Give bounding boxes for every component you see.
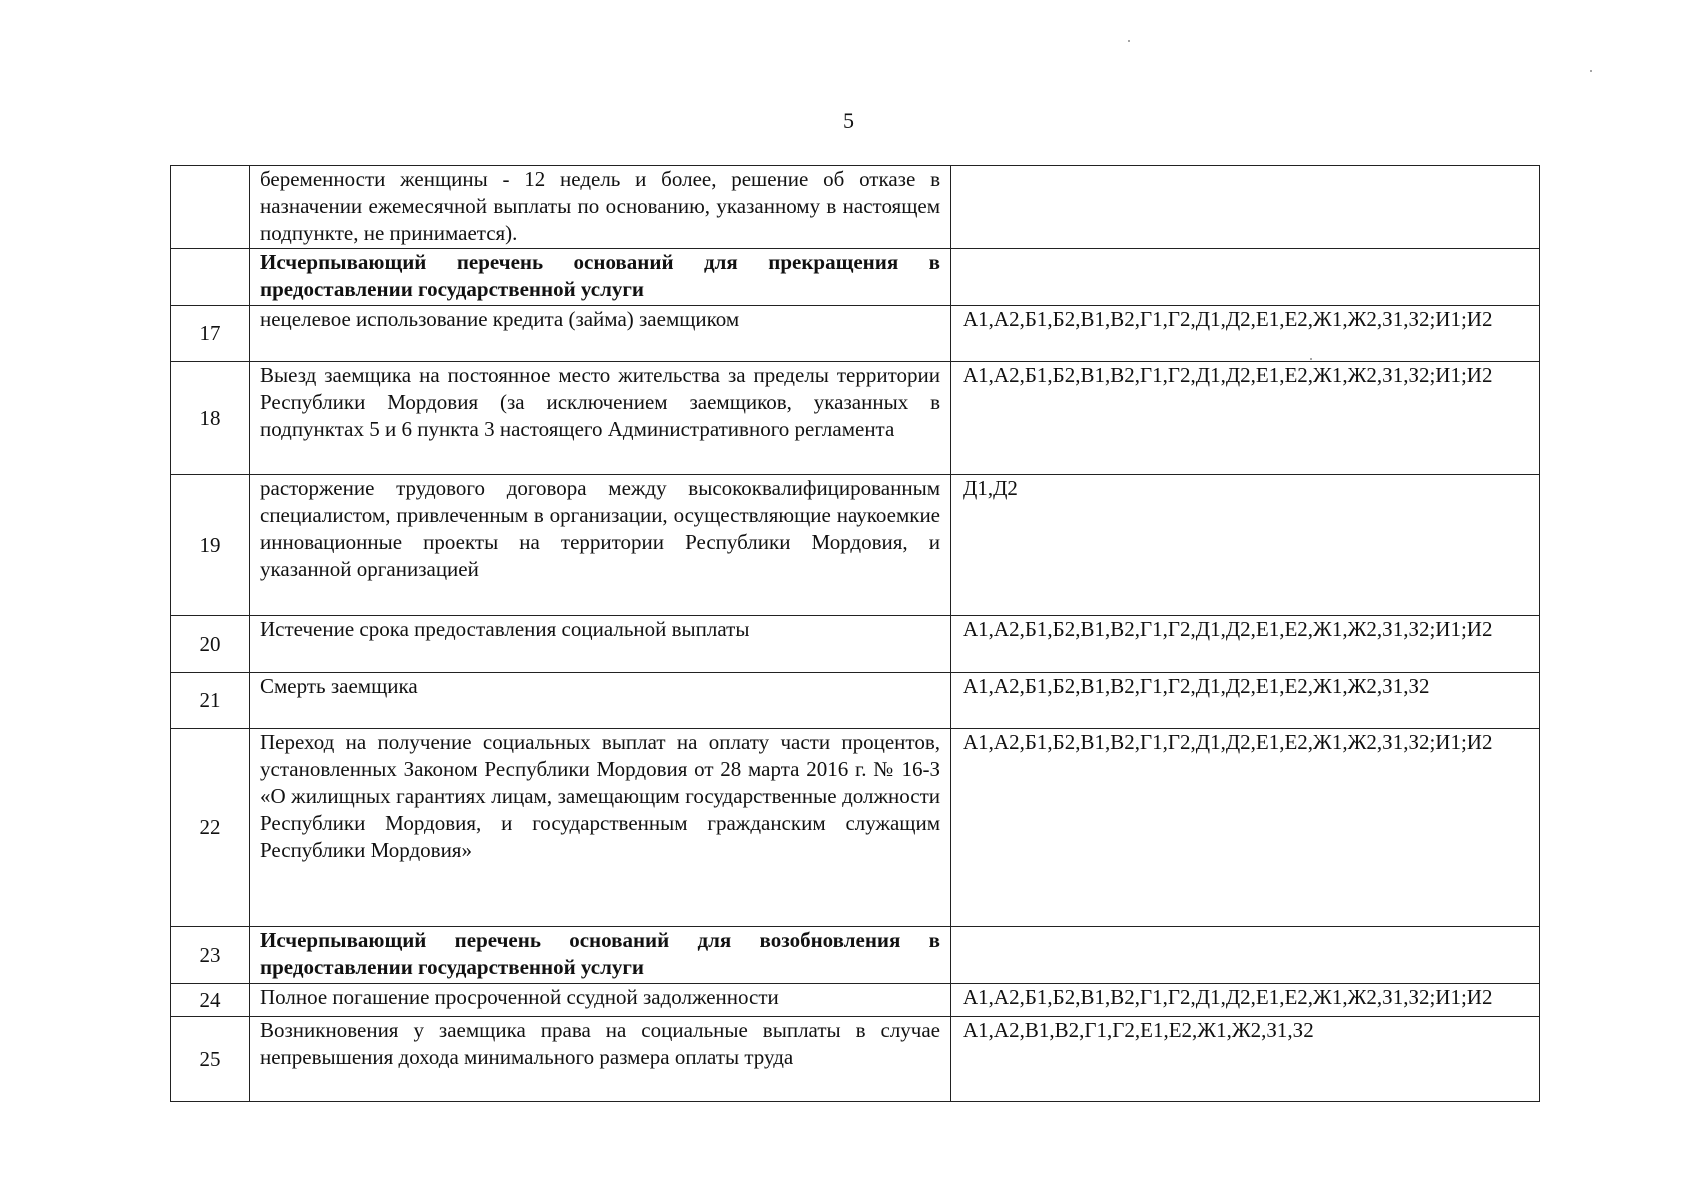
row-number: 21	[171, 673, 250, 729]
table-row	[171, 166, 1540, 249]
table-row	[171, 306, 1540, 362]
row-codes: А1,А2,Б1,Б2,В1,В2,Г1,Г2,Д1,Д2,Е1,Е2,Ж1,Ж2,З1,З2;И1;И2	[951, 984, 1540, 1017]
table-row	[171, 362, 1540, 475]
row-codes: А1,А2,Б1,Б2,В1,В2,Г1,Г2,Д1,Д2,Е1,Е2,Ж1,Ж2,З1,З2	[951, 673, 1540, 729]
row-codes: Д1,Д2	[951, 475, 1540, 616]
row-number	[171, 249, 250, 306]
row-number: 22	[171, 729, 250, 927]
row-number: 17	[171, 306, 250, 362]
row-number: 18	[171, 362, 250, 475]
row-number	[171, 166, 250, 249]
row-number: 24	[171, 984, 250, 1017]
row-number: 20	[171, 616, 250, 673]
row-codes	[951, 927, 1540, 984]
row-number: 19	[171, 475, 250, 616]
grounds-table	[170, 165, 1540, 1102]
row-codes	[951, 166, 1540, 249]
row-codes: А1,А2,Б1,Б2,В1,В2,Г1,Г2,Д1,Д2,Е1,Е2,Ж1,Ж2,З1,З2;И1;И2	[951, 729, 1540, 927]
scan-speck	[1128, 40, 1130, 42]
row-text: расторжение трудового договора между высококвалифицированным специалистом, привлеченным в организации, осуществляющие наукоемкие инновационные проекты на территории Республики Мордовия, и указанной организацией	[250, 475, 951, 616]
row-text: беременности женщины - 12 недель и более, решение об отказе в назначении ежемесячной выплаты по основанию, указанному в настоящем подпункте, не принимается).	[250, 166, 951, 249]
table-row	[171, 616, 1540, 673]
section-header-row	[171, 927, 1540, 984]
row-text: Смерть заемщика	[250, 673, 951, 729]
table-row	[171, 673, 1540, 729]
section-heading: Исчерпывающий перечень оснований для прекращения в предоставлении государственной услуги	[250, 249, 951, 306]
table-row	[171, 475, 1540, 616]
row-number: 25	[171, 1017, 250, 1102]
section-header-row	[171, 249, 1540, 306]
row-codes: А1,А2,Б1,Б2,В1,В2,Г1,Г2,Д1,Д2,Е1,Е2,Ж1,Ж2,З1,З2;И1;И2	[951, 306, 1540, 362]
row-codes: А1,А2,Б1,Б2,В1,В2,Г1,Г2,Д1,Д2,Е1,Е2,Ж1,Ж2,З1,З2;И1;И2	[951, 616, 1540, 673]
page-number: 5	[843, 108, 854, 133]
table-row	[171, 1017, 1540, 1102]
row-text: нецелевое использование кредита (займа) заемщиком	[250, 306, 951, 362]
table-row	[171, 984, 1540, 1017]
row-text: Выезд заемщика на постоянное место жительства за пределы территории Республики Мордовия (за исключением заемщиков, указанных в подпунктах 5 и 6 пункта 3 настоящего Административного регламента	[250, 362, 951, 475]
scan-speck	[1310, 358, 1312, 360]
row-text: Возникновения у заемщика права на социальные выплаты в случае непревышения дохода минимального размера оплаты труда	[250, 1017, 951, 1102]
section-heading: Исчерпывающий перечень оснований для возобновления в предоставлении государственной услуги	[250, 927, 951, 984]
row-codes: А1,А2,В1,В2,Г1,Г2,Е1,Е2,Ж1,Ж2,З1,З2	[951, 1017, 1540, 1102]
row-text: Переход на получение социальных выплат на оплату части процентов, установленных Законом Республики Мордовия от 28 марта 2016 г. № 16-З «О жилищных гарантиях лицам, замещающим государственные должности Республики Мордовия, и государственным гражданским служащим Республики Мордовия»	[250, 729, 951, 927]
row-text: Истечение срока предоставления социальной выплаты	[250, 616, 951, 673]
row-text: Полное погашение просроченной ссудной задолженности	[250, 984, 951, 1017]
scan-speck	[1590, 70, 1592, 72]
row-codes: А1,А2,Б1,Б2,В1,В2,Г1,Г2,Д1,Д2,Е1,Е2,Ж1,Ж2,З1,З2;И1;И2	[951, 362, 1540, 475]
row-codes	[951, 249, 1540, 306]
table-row	[171, 729, 1540, 927]
row-number: 23	[171, 927, 250, 984]
